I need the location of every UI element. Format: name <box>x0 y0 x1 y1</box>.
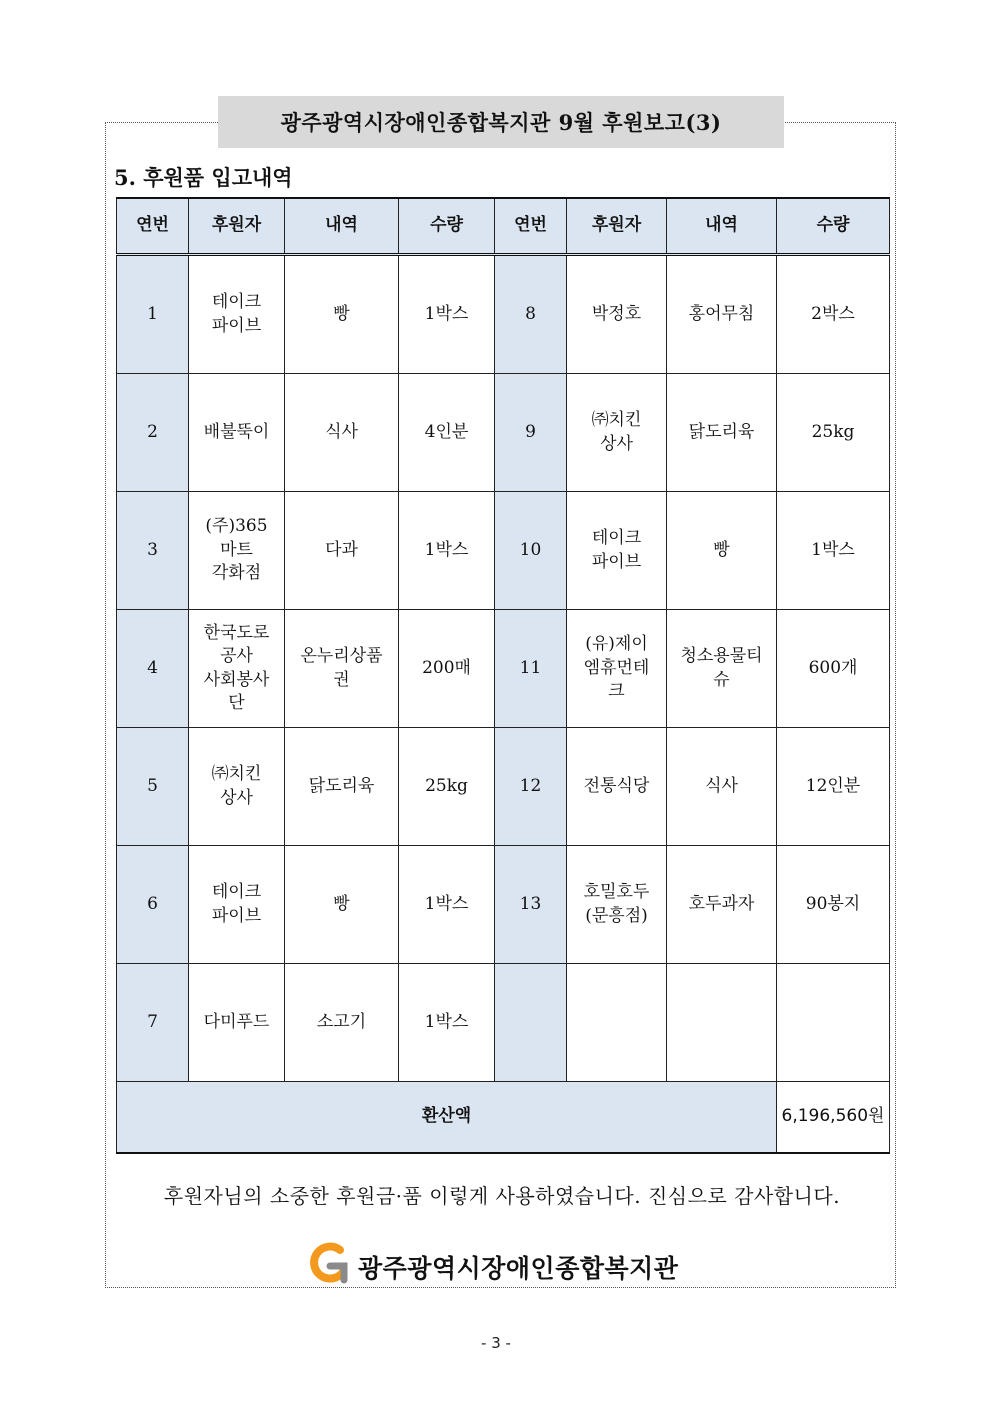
row-no-right: 12 <box>495 728 567 846</box>
header-item-left: 내역 <box>285 198 399 255</box>
row-no-left: 7 <box>117 964 189 1082</box>
row-item-right: 청소용물티 슈 <box>667 610 777 728</box>
row-item-left: 식사 <box>285 374 399 492</box>
total-value: 6,196,560원 <box>777 1082 890 1154</box>
org-logo-name: 광주광역시장애인종합복지관 <box>358 1254 679 1283</box>
total-label: 환산액 <box>117 1082 777 1154</box>
row-donor-right: (유)제이 엠휴먼테 크 <box>567 610 667 728</box>
header-qty-right: 수량 <box>777 198 890 255</box>
row-donor-left: 테이크 파이브 <box>189 846 285 964</box>
row-no-left: 2 <box>117 374 189 492</box>
row-no-right <box>495 964 567 1082</box>
row-item-right: 닭도리육 <box>667 374 777 492</box>
row-qty-right: 1박스 <box>777 492 890 610</box>
table-row <box>117 255 890 374</box>
row-donor-right <box>567 964 667 1082</box>
row-donor-left: 한국도로 공사 사회봉사 단 <box>189 610 285 728</box>
row-no-right: 10 <box>495 492 567 610</box>
row-donor-left: 다미푸드 <box>189 964 285 1082</box>
header-no-left: 연번 <box>117 198 189 255</box>
row-qty-left: 1박스 <box>399 846 495 964</box>
table-row <box>117 846 890 964</box>
row-qty-left: 1박스 <box>399 964 495 1082</box>
row-donor-right: 전통식당 <box>567 728 667 846</box>
row-item-left: 온누리상품 권 <box>285 610 399 728</box>
thanks-message: 후원자님의 소중한 후원금·품 이렇게 사용하였습니다. 진심으로 감사합니다. <box>163 1184 841 1208</box>
row-no-right: 9 <box>495 374 567 492</box>
donation-table <box>116 197 890 1154</box>
table-header-row <box>117 198 890 255</box>
row-item-right: 호두과자 <box>667 846 777 964</box>
row-qty-right: 25kg <box>777 374 890 492</box>
row-qty-right <box>777 964 890 1082</box>
row-qty-right: 600개 <box>777 610 890 728</box>
row-qty-left: 1박스 <box>399 255 495 374</box>
row-donor-left: 배불뚝이 <box>189 374 285 492</box>
row-no-left: 4 <box>117 610 189 728</box>
table-row <box>117 610 890 728</box>
row-item-right: 빵 <box>667 492 777 610</box>
table-row <box>117 964 890 1082</box>
row-donor-right: ㈜치킨 상사 <box>567 374 667 492</box>
row-qty-right: 2박스 <box>777 255 890 374</box>
row-item-right: 홍어무침 <box>667 255 777 374</box>
row-item-left: 빵 <box>285 255 399 374</box>
row-donor-left: ㈜치킨 상사 <box>189 728 285 846</box>
row-no-left: 5 <box>117 728 189 846</box>
row-no-left: 1 <box>117 255 189 374</box>
org-logo-icon <box>310 1242 350 1292</box>
row-donor-right: 박정호 <box>567 255 667 374</box>
report-title-box <box>218 96 784 148</box>
header-no-right: 연번 <box>495 198 567 255</box>
row-no-right: 8 <box>495 255 567 374</box>
row-item-right <box>667 964 777 1082</box>
table-row <box>117 492 890 610</box>
report-title: 광주광역시장애인종합복지관 9월 후원보고(3) <box>280 110 722 135</box>
row-qty-left: 1박스 <box>399 492 495 610</box>
row-donor-right: 테이크 파이브 <box>567 492 667 610</box>
row-item-left: 소고기 <box>285 964 399 1082</box>
header-qty-left: 수량 <box>399 198 495 255</box>
row-qty-right: 12인분 <box>777 728 890 846</box>
row-item-left: 빵 <box>285 846 399 964</box>
table-row <box>117 728 890 846</box>
row-donor-left: (주)365 마트 각화점 <box>189 492 285 610</box>
row-item-left: 다과 <box>285 492 399 610</box>
table-row <box>117 374 890 492</box>
org-logo <box>310 1244 678 1290</box>
page-number: - 3 - <box>481 1334 511 1352</box>
row-donor-right: 호밀호두 (문흥점) <box>567 846 667 964</box>
header-item-right: 내역 <box>667 198 777 255</box>
row-no-left: 3 <box>117 492 189 610</box>
row-no-right: 11 <box>495 610 567 728</box>
row-qty-left: 25kg <box>399 728 495 846</box>
row-qty-left: 4인분 <box>399 374 495 492</box>
section-title: 5. 후원품 입고내역 <box>114 165 293 190</box>
header-donor-left: 후원자 <box>189 198 285 255</box>
row-qty-right: 90봉지 <box>777 846 890 964</box>
total-row <box>117 1082 890 1154</box>
row-no-right: 13 <box>495 846 567 964</box>
row-item-left: 닭도리육 <box>285 728 399 846</box>
row-donor-left: 테이크 파이브 <box>189 255 285 374</box>
header-donor-right: 후원자 <box>567 198 667 255</box>
row-item-right: 식사 <box>667 728 777 846</box>
row-no-left: 6 <box>117 846 189 964</box>
row-qty-left: 200매 <box>399 610 495 728</box>
